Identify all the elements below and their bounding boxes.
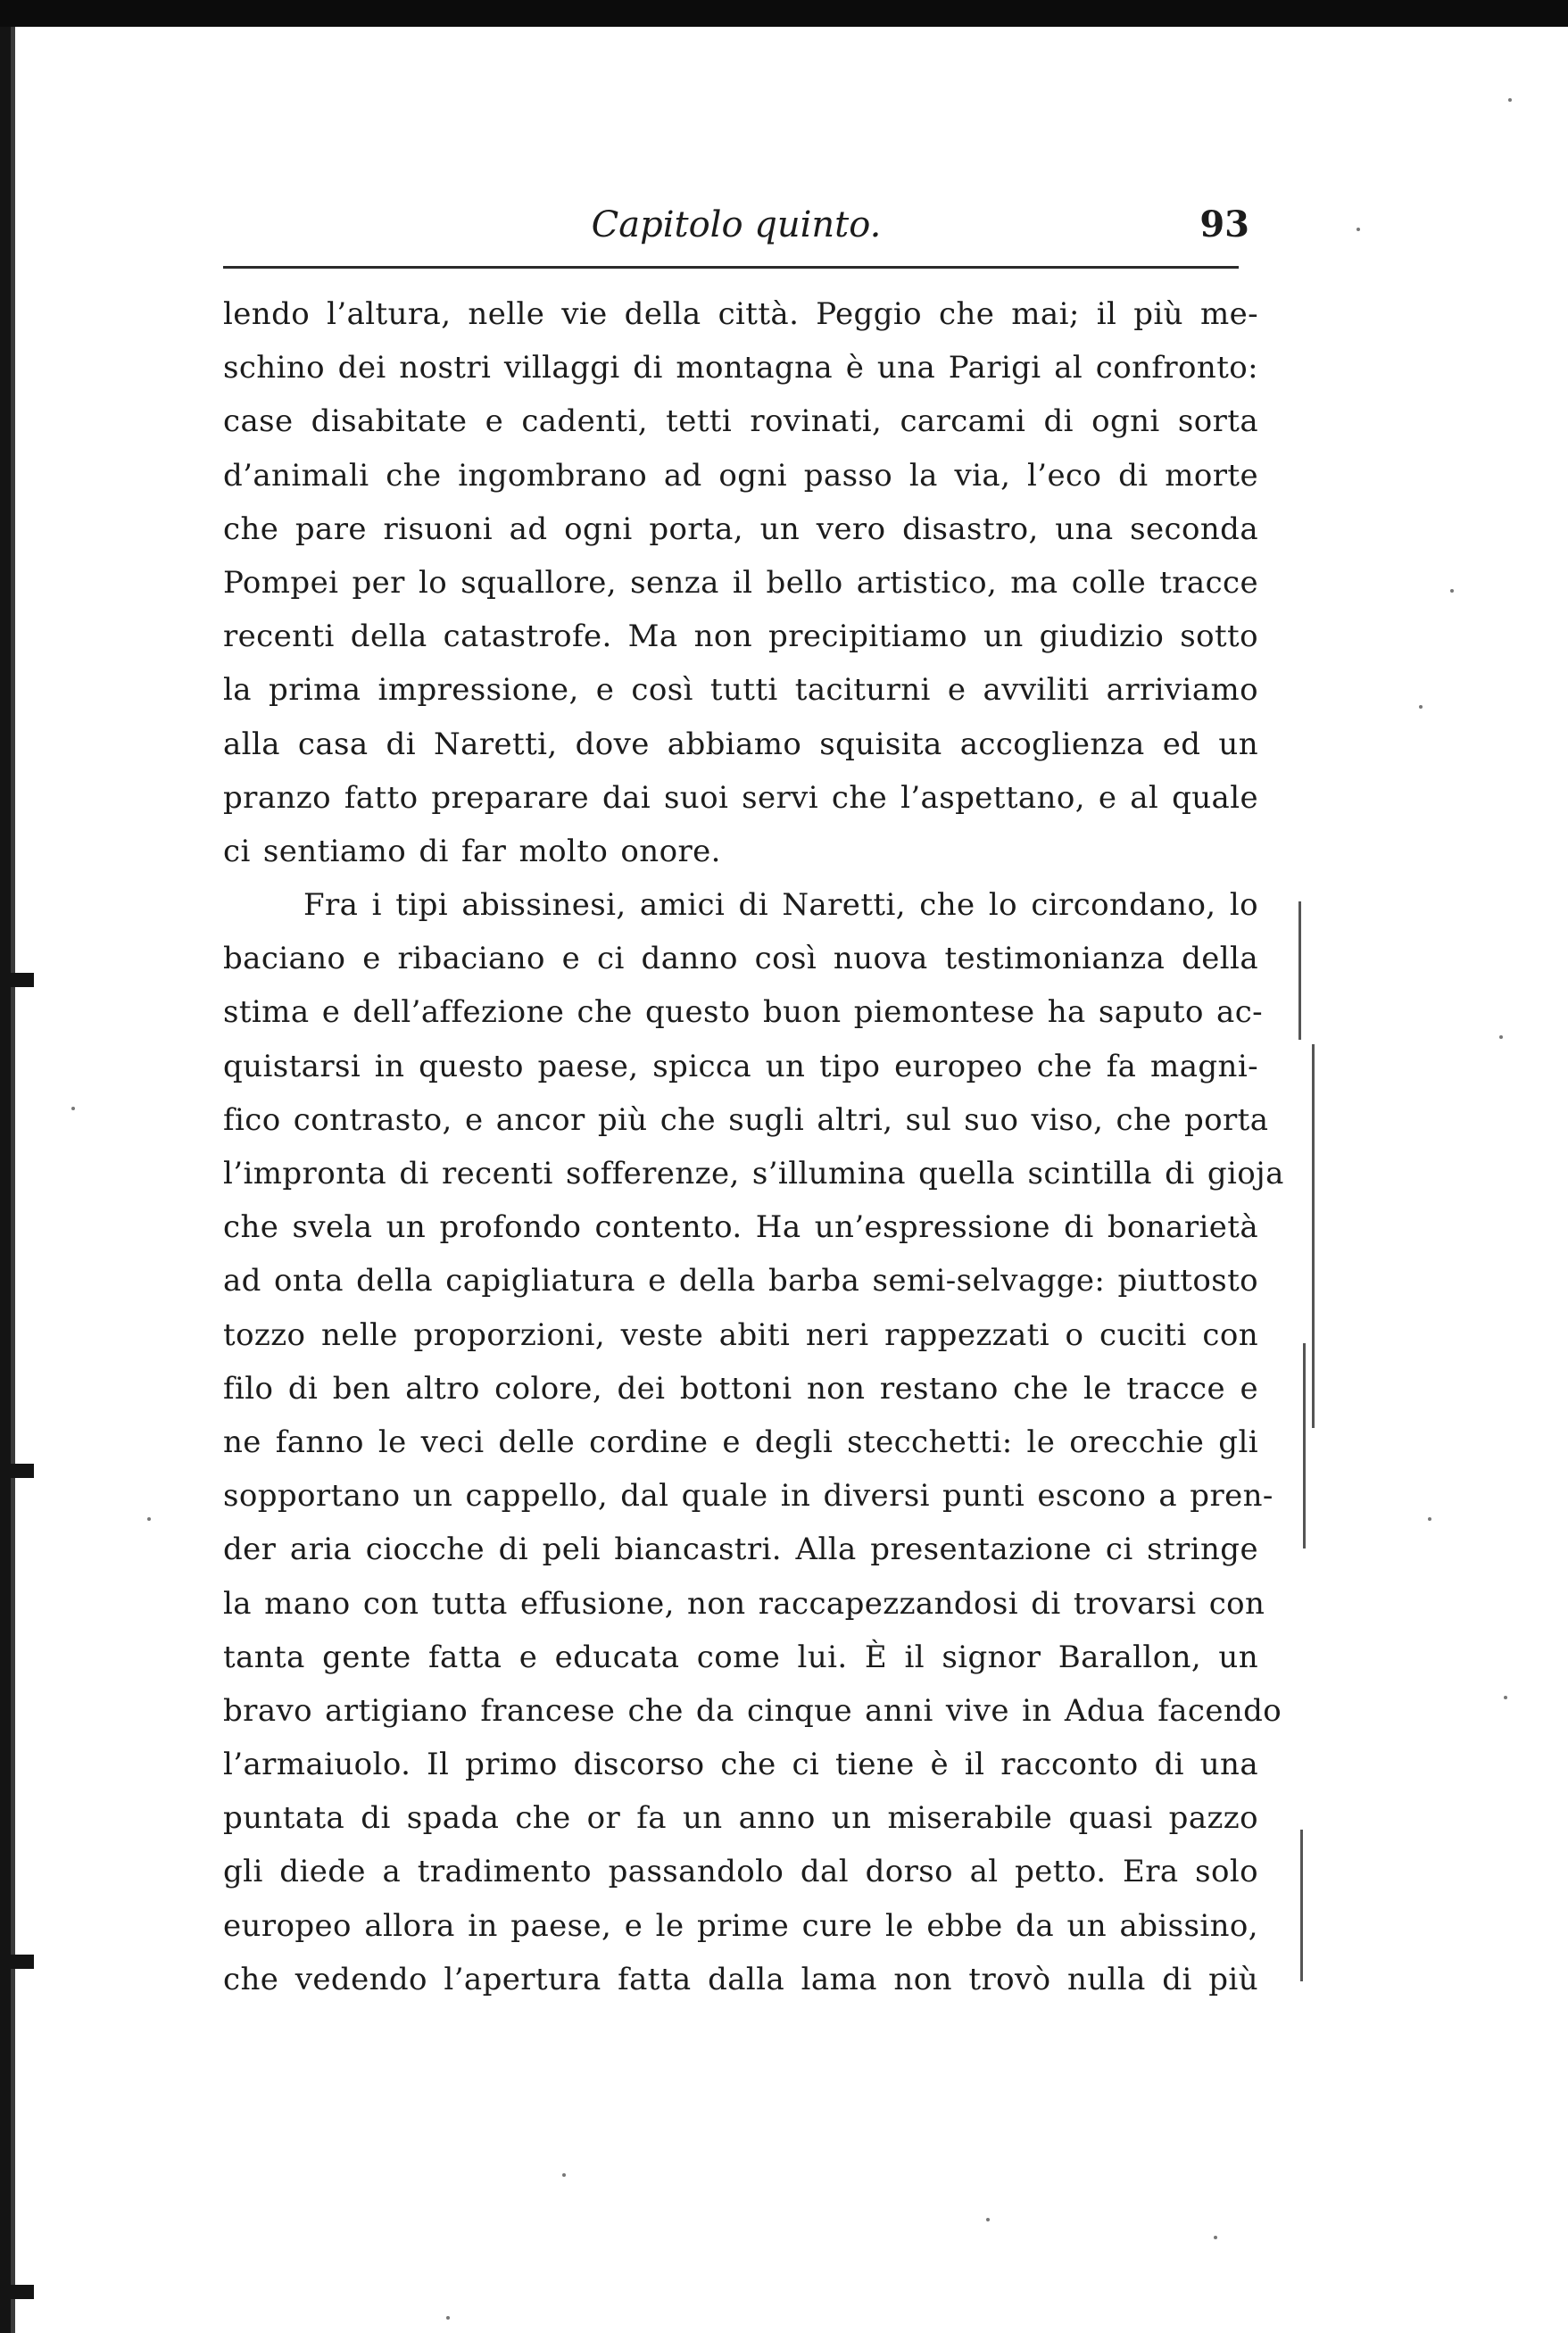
scan-top-border bbox=[0, 0, 1568, 27]
text-line: tozzo nelle proporzioni, veste abiti neri rappezzati o cuciti con bbox=[223, 1316, 1258, 1353]
text-line: ne fanno le veci delle cordine e degli stecchetti: le orecchie gli bbox=[223, 1424, 1258, 1460]
text-line: che pare risuoni ad ogni porta, un vero disastro, una seconda bbox=[223, 511, 1258, 547]
scan-speck bbox=[71, 1107, 75, 1110]
scan-speck bbox=[1508, 98, 1512, 102]
text-line: fico contrasto, e ancor più che sugli altri, sul suo viso, che porta bbox=[223, 1101, 1269, 1138]
text-line: l’armaiuolo. Il primo discorso che ci tiene è il racconto di una bbox=[223, 1747, 1258, 1783]
text-line: ad onta della capigliatura e della barba semi-selvagge: piuttosto bbox=[223, 1263, 1258, 1299]
text-line: bravo artigiano francese che da cinque anni vive in Adua facendo bbox=[223, 1692, 1282, 1729]
text-line: gli diede a tradimento passandolo dal dorso al petto. Era solo bbox=[223, 1854, 1258, 1890]
text-line: Pompei per lo squallore, senza il bello artistico, ma colle tracce bbox=[223, 564, 1258, 601]
text-line: der aria ciocche di peli biancastri. Alla presentazione ci stringe bbox=[223, 1532, 1258, 1568]
running-head bbox=[223, 198, 1249, 261]
scan-speck bbox=[1428, 1517, 1431, 1521]
page-number: 93 bbox=[1199, 203, 1249, 245]
scan-margin-line bbox=[1298, 901, 1301, 1040]
scan-speck bbox=[1356, 228, 1360, 231]
text-line: che vedendo l’apertura fatta dalla lama non trovò nulla di più bbox=[223, 1961, 1258, 1997]
text-line: sopportano un cappello, dal quale in diversi punti escono a pren- bbox=[223, 1478, 1273, 1515]
chapter-title: Capitolo quinto. bbox=[591, 204, 882, 245]
text-line: alla casa di Naretti, dove abbiamo squisita accoglienza ed un bbox=[223, 726, 1258, 762]
text-line: ci sentiamo di far molto onore. bbox=[223, 833, 721, 869]
scan-speck bbox=[1499, 1035, 1503, 1039]
text-line: l’impronta di recenti sofferenze, s’illumina quella scintilla di gioja bbox=[223, 1156, 1284, 1191]
text-line: schino dei nostri villaggi di montagna è una Parigi al confronto: bbox=[223, 350, 1258, 386]
paragraph bbox=[223, 287, 1258, 878]
scan-spine-mark bbox=[0, 973, 34, 987]
text-line: che svela un profondo contento. Ha un’espressione di bonarietà bbox=[223, 1209, 1258, 1246]
scan-left-border-inner bbox=[11, 27, 15, 2333]
scan-speck bbox=[986, 2218, 990, 2221]
text-line: europeo allora in paese, e le prime cure le ebbe da un abissino, bbox=[223, 1907, 1258, 1944]
body-text bbox=[223, 287, 1284, 2006]
scan-speck bbox=[1504, 1696, 1507, 1699]
scan-spine-mark bbox=[0, 1464, 34, 1478]
scan-speck bbox=[147, 1517, 151, 1521]
scan-speck bbox=[446, 2316, 450, 2320]
scan-spine-mark bbox=[0, 2285, 34, 2299]
header-rule bbox=[223, 266, 1239, 269]
text-line: filo di ben altro colore, dei bottoni non restano che le tracce e bbox=[223, 1370, 1258, 1407]
paragraph bbox=[223, 878, 1284, 2006]
scan-speck bbox=[1419, 705, 1423, 709]
scan-speck bbox=[1214, 2236, 1217, 2239]
text-line: la mano con tutta effusione, non raccapezzandosi di trovarsi con bbox=[223, 1585, 1265, 1622]
text-line: pranzo fatto preparare dai suoi servi che l’aspettano, e al quale bbox=[223, 779, 1258, 816]
scan-margin-line bbox=[1312, 1044, 1315, 1428]
text-line: la prima impressione, e così tutti taciturni e avviliti arriviamo bbox=[223, 672, 1258, 709]
scan-left-border bbox=[0, 27, 11, 2333]
scan-margin-line bbox=[1303, 1343, 1306, 1548]
scan-margin-line bbox=[1300, 1830, 1303, 1981]
text-line: Fra i tipi abissinesi, amici di Naretti, che lo circondano, lo bbox=[303, 887, 1258, 924]
text-line: lendo l’altura, nelle vie della città. Peggio che mai; il più me- bbox=[223, 296, 1258, 332]
text-line: d’animali che ingombrano ad ogni passo la via, l’eco di morte bbox=[223, 457, 1258, 494]
text-line: tanta gente fatta e educata come lui. È il signor Barallon, un bbox=[223, 1639, 1258, 1675]
text-line: recenti della catastrofe. Ma non precipitiamo un giudizio sotto bbox=[223, 619, 1258, 655]
scan-speck bbox=[1450, 589, 1454, 593]
text-line: case disabitate e cadenti, tetti rovinati, carcami di ogni sorta bbox=[223, 403, 1258, 440]
scan-speck bbox=[562, 2173, 566, 2177]
text-line: puntata di spada che or fa un anno un miserabile quasi pazzo bbox=[223, 1800, 1258, 1837]
scan-spine-mark bbox=[0, 1955, 34, 1969]
text-line: stima e dell’affezione che questo buon piemontese ha saputo ac- bbox=[223, 994, 1264, 1031]
text-line: quistarsi in questo paese, spicca un tipo europeo che fa magni- bbox=[223, 1048, 1258, 1084]
text-line: baciano e ribaciano e ci danno così nuova testimonianza della bbox=[223, 941, 1258, 977]
